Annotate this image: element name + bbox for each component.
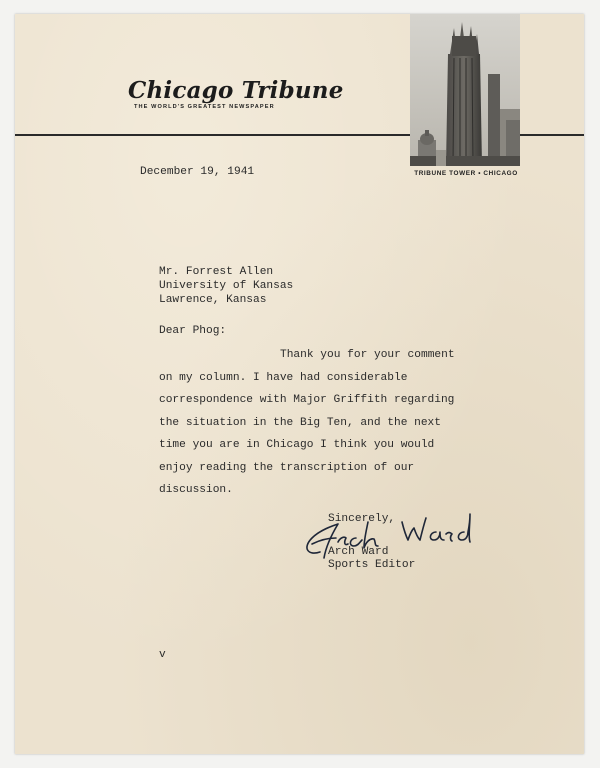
letter-date: December 19, 1941: [140, 166, 255, 178]
recipient-address: [159, 265, 293, 307]
body-line: correspondence with Major Griffith regarding: [159, 394, 455, 406]
recipient-line: Mr. Forrest Allen: [159, 266, 274, 278]
tribune-tower-photo: [410, 14, 520, 166]
signer-title: Sports Editor: [328, 559, 416, 571]
recipient-line: Lawrence, Kansas: [159, 294, 267, 306]
body-line: discussion.: [159, 484, 233, 496]
tribune-tower-image: [410, 14, 520, 166]
salutation: Dear Phog:: [159, 325, 227, 337]
letter-body: [159, 344, 455, 502]
body-line: Thank you for your comment: [280, 349, 455, 361]
signer-name: Arch Ward: [328, 546, 389, 558]
photo-caption: TRIBUNE TOWER • CHICAGO: [414, 170, 518, 177]
closing: Sincerely,: [328, 513, 396, 525]
newspaper-masthead: Chicago Tribune: [128, 77, 344, 104]
body-line: the situation in the Big Ten, and the next: [159, 416, 441, 429]
body-line: on my column. I have had considerable: [159, 371, 408, 384]
typist-initial: v: [159, 649, 166, 661]
newspaper-tagline: THE WORLD'S GREATEST NEWSPAPER: [134, 104, 275, 110]
body-line: enjoy reading the transcription of our: [159, 461, 415, 474]
recipient-line: University of Kansas: [159, 280, 294, 292]
signature-block: [328, 546, 415, 572]
body-line: time you are in Chicago I think you would: [159, 439, 435, 451]
